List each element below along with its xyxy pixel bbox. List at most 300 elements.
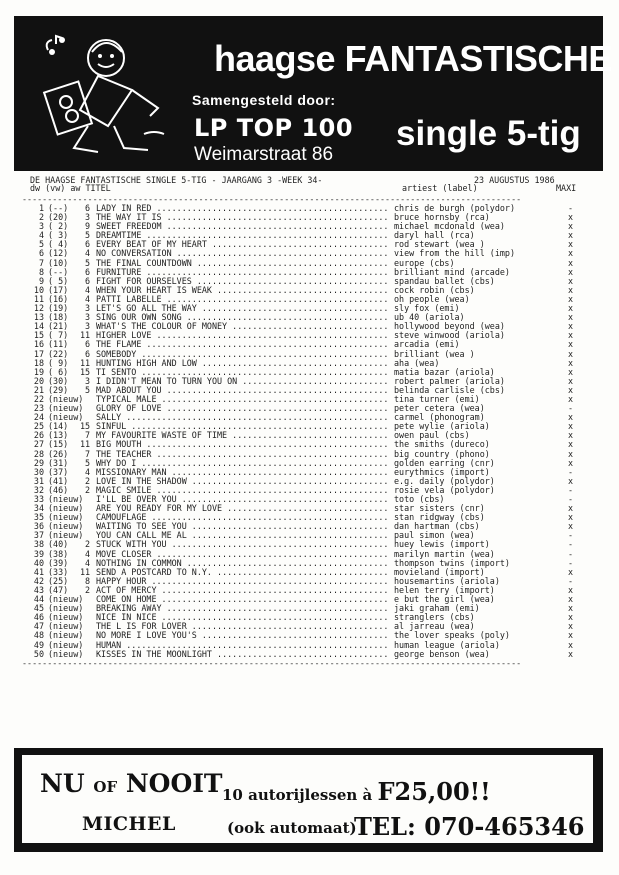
song-title: THE FINAL COUNTDOWN ..... xyxy=(96,259,390,268)
column-header-maxi: MAXI xyxy=(556,183,577,193)
weeks-in-chart: 4 xyxy=(84,548,90,559)
chart-position: 49 xyxy=(33,639,44,650)
chart-position: 10 xyxy=(33,284,44,295)
song-title: ACT OF MERCY ..... xyxy=(96,586,390,595)
previous-position: (nieuw) xyxy=(48,412,84,423)
chart-rows xyxy=(22,204,592,659)
chart-position: 8 xyxy=(38,266,44,277)
maxi-indicator: x xyxy=(568,221,574,232)
previous-position: (nieuw) xyxy=(48,494,84,504)
chart-row xyxy=(22,595,592,604)
previous-position: (30) xyxy=(48,375,69,386)
weeks-in-chart: 6 xyxy=(84,266,90,277)
maxi-indicator: - xyxy=(568,575,574,586)
chart-position: 42 xyxy=(33,575,44,586)
maxi-indicator: x xyxy=(568,321,574,332)
song-title: MAD ABOUT YOU ..... xyxy=(96,386,390,395)
maxi-indicator: x xyxy=(568,512,574,523)
maxi-indicator: x xyxy=(568,430,574,441)
artist-label: movieland (import) xyxy=(394,566,485,577)
chart-position: 41 xyxy=(33,566,44,577)
song-title: ARE YOU READY FOR MY LOVE ..... xyxy=(96,504,390,513)
maxi-indicator: x xyxy=(568,348,574,359)
chart-position: 13 xyxy=(33,312,44,323)
previous-position: (15) xyxy=(48,439,69,450)
artist-label: cock robin (cbs) xyxy=(394,284,475,295)
chart-row xyxy=(22,641,592,650)
song-title: TI SENTO ..... xyxy=(96,368,390,377)
artist-label: marilyn martin (wea) xyxy=(394,548,495,559)
song-title: NOTHING IN COMMON ..... xyxy=(96,559,390,568)
weeks-in-chart: 3 xyxy=(84,375,90,386)
maxi-indicator: x xyxy=(568,412,574,423)
chart-row xyxy=(22,377,592,386)
maxi-indicator: x xyxy=(568,312,574,323)
chart-position: 35 xyxy=(33,512,44,523)
maxi-indicator: x xyxy=(568,421,574,432)
artist-label: belinda carlisle (cbs) xyxy=(394,384,505,395)
chart-row xyxy=(22,268,592,277)
ad-phone: TEL: 070-465346 xyxy=(354,812,585,841)
maxi-indicator: x xyxy=(568,393,574,404)
previous-position: (47) xyxy=(48,584,69,595)
chart-row xyxy=(22,322,592,331)
artist-label: al jarreau (wea) xyxy=(394,621,475,632)
artist-label: pete wylie (ariola) xyxy=(394,421,490,432)
song-title: NO MORE I LOVE YOU'S ..... xyxy=(96,631,390,640)
chart-row xyxy=(22,586,592,595)
chart-row xyxy=(22,249,592,258)
artist-label: housemartins (ariola) xyxy=(394,575,500,586)
chart-row xyxy=(22,413,592,422)
song-title: WHAT'S THE COLOUR OF MONEY ..... xyxy=(96,322,390,331)
previous-position: (41) xyxy=(48,475,69,486)
artist-label: huey lewis (import) xyxy=(394,539,490,550)
artist-label: steve winwood (ariola) xyxy=(394,330,505,341)
maxi-indicator: x xyxy=(568,630,574,641)
artist-label: the lover speaks (poly) xyxy=(394,630,510,641)
maxi-indicator: x xyxy=(568,612,574,623)
maxi-indicator: x xyxy=(568,603,574,614)
chart-position: 14 xyxy=(33,321,44,332)
previous-position: (25) xyxy=(48,575,69,586)
chart-row xyxy=(22,395,592,404)
weeks-in-chart: 7 xyxy=(84,448,90,459)
artist-label: thompson twins (import) xyxy=(394,557,510,568)
maxi-indicator: x xyxy=(568,275,574,286)
song-title: MISSIONARY MAN ..... xyxy=(96,468,390,477)
chart-row xyxy=(22,650,592,659)
previous-position: (31) xyxy=(48,457,69,468)
chart-position: 27 xyxy=(33,439,44,450)
chart-position: 19 xyxy=(33,366,44,377)
song-title: SWEET FREEDOM ..... xyxy=(96,222,390,231)
artist-label: eurythmics (import) xyxy=(394,466,490,477)
song-title: I'LL BE OVER YOU ..... xyxy=(96,495,390,504)
chart-position: 12 xyxy=(33,303,44,314)
previous-position: (nieuw) xyxy=(48,594,84,605)
chart-row xyxy=(22,222,592,231)
artist-label: jaki graham (emi) xyxy=(394,603,480,614)
artist-label: toto (cbs) xyxy=(394,494,445,504)
previous-position: (10) xyxy=(48,257,69,268)
chart-position: 32 xyxy=(33,484,44,495)
artist-label: robert palmer (ariola) xyxy=(394,375,505,386)
weeks-in-chart: 4 xyxy=(84,293,90,304)
maxi-indicator: x xyxy=(568,457,574,468)
shop-name: LP TOP 100 xyxy=(194,114,354,142)
maxi-indicator: x xyxy=(568,384,574,395)
weeks-in-chart: 4 xyxy=(84,466,90,477)
chart-date: 23 AUGUSTUS 1986 xyxy=(474,175,555,185)
chart-position: 46 xyxy=(33,612,44,623)
maxi-indicator: x xyxy=(568,648,574,659)
ad-lessons: 10 autorijlessen à F25,00!! xyxy=(222,777,491,806)
maxi-indicator: x xyxy=(568,439,574,450)
song-title: COME ON HOME ..... xyxy=(96,595,390,604)
chart-list xyxy=(22,176,592,736)
maxi-indicator: - xyxy=(568,403,574,414)
maxi-indicator: x xyxy=(568,566,574,577)
previous-position: (--) xyxy=(48,203,69,213)
maxi-indicator: x xyxy=(568,375,574,386)
previous-position: (40) xyxy=(48,539,69,550)
weeks-in-chart: 8 xyxy=(84,575,90,586)
artist-label: spandau ballet (cbs) xyxy=(394,275,495,286)
previous-position: ( 4) xyxy=(48,239,69,250)
shop-address: Weimarstraat 86 xyxy=(194,144,334,165)
previous-position: ( 2) xyxy=(48,221,69,232)
chart-row xyxy=(22,404,592,413)
chart-row xyxy=(22,468,592,477)
song-title: FURNITURE ..... xyxy=(96,268,390,277)
artist-label: big country (phono) xyxy=(394,448,490,459)
chart-position: 30 xyxy=(33,466,44,477)
chart-row xyxy=(22,368,592,377)
song-title: NO CONVERSATION ..... xyxy=(96,249,390,258)
chart-position: 6 xyxy=(38,248,44,259)
maxi-indicator: x xyxy=(568,266,574,277)
previous-position: (29) xyxy=(48,384,69,395)
chart-row xyxy=(22,350,592,359)
artist-label: peter cetera (wea) xyxy=(394,403,485,414)
previous-position: (17) xyxy=(48,284,69,295)
weeks-in-chart: 7 xyxy=(84,430,90,441)
previous-position: ( 7) xyxy=(48,330,69,341)
previous-position: (nieuw) xyxy=(48,612,84,623)
previous-position: (38) xyxy=(48,548,69,559)
weeks-in-chart: 3 xyxy=(84,312,90,323)
weeks-in-chart: 2 xyxy=(84,539,90,550)
maxi-indicator: x xyxy=(568,521,574,532)
song-title: YOU CAN CALL ME AL ..... xyxy=(96,531,390,540)
artist-label: bruce hornsby (rca) xyxy=(394,212,490,223)
song-title: THE WAY IT IS ..... xyxy=(96,213,390,222)
artist-label: stan ridgway (cbs) xyxy=(394,512,485,523)
chart-position: 7 xyxy=(38,257,44,268)
song-title: HIGHER LOVE ..... xyxy=(96,331,390,340)
artist-label: rod stewart (wea ) xyxy=(394,239,485,250)
chart-position: 28 xyxy=(33,448,44,459)
chart-position: 44 xyxy=(33,594,44,605)
previous-position: (--) xyxy=(48,266,69,277)
chart-heading: DE HAAGSE FANTASTISCHE SINGLE 5-TIG - JAARGANG 3 -WEEK 34- xyxy=(30,175,323,185)
artist-label: e but the girl (wea) xyxy=(394,594,495,605)
chart-row xyxy=(22,277,592,286)
song-title: KISSES IN THE MOONLIGHT ..... xyxy=(96,650,390,659)
song-title: NICE IN NICE ..... xyxy=(96,613,390,622)
maxi-indicator: - xyxy=(568,548,574,559)
song-title: GLORY OF LOVE ..... xyxy=(96,404,390,413)
chart-position: 26 xyxy=(33,430,44,441)
chart-position: 33 xyxy=(33,494,44,504)
previous-position: (19) xyxy=(48,303,69,314)
chart-position: 45 xyxy=(33,603,44,614)
artist-label: aha (wea) xyxy=(394,357,440,368)
chart-position: 21 xyxy=(33,384,44,395)
weeks-in-chart: 11 xyxy=(80,357,91,368)
artist-label: owen paul (cbs) xyxy=(394,430,470,441)
artist-label: hollywood beyond (wea) xyxy=(394,321,505,332)
song-title: WHEN YOUR HEART IS WEAK ..... xyxy=(96,286,390,295)
previous-position: (22) xyxy=(48,348,69,359)
artist-label: tina turner (emi) xyxy=(394,393,480,404)
maxi-indicator: - xyxy=(568,203,574,213)
chart-row xyxy=(22,422,592,431)
maxi-indicator: x xyxy=(568,594,574,605)
artist-label: dan hartman (cbs) xyxy=(394,521,480,532)
weeks-in-chart: 9 xyxy=(84,221,90,232)
song-title: FIGHT FOR OURSELVES ..... xyxy=(96,277,390,286)
chart-row xyxy=(22,486,592,495)
chart-row xyxy=(22,504,592,513)
previous-position: (nieuw) xyxy=(48,648,84,659)
chart-position: 15 xyxy=(33,330,44,341)
chart-position: 3 xyxy=(38,221,44,232)
chart-row xyxy=(22,540,592,549)
weeks-in-chart: 6 xyxy=(84,348,90,359)
song-title: LOVE IN THE SHADOW ..... xyxy=(96,477,390,486)
song-title: THE FLAME ..... xyxy=(96,340,390,349)
artist-label: golden earring (cnr) xyxy=(394,457,495,468)
chart-position: 47 xyxy=(33,621,44,632)
chart-position: 11 xyxy=(33,293,44,304)
artist-label: ub 40 (ariola) xyxy=(394,312,465,323)
song-title: HUNTING HIGH AND LOW ..... xyxy=(96,359,390,368)
chart-position: 24 xyxy=(33,412,44,423)
chart-row xyxy=(22,440,592,449)
artist-label: view from the hill (imp) xyxy=(394,248,516,259)
artist-label: matia bazar (ariola) xyxy=(394,366,495,377)
artist-label: oh people (wea) xyxy=(394,293,470,304)
ad-brand: MICHEL xyxy=(82,813,176,835)
maxi-indicator: - xyxy=(568,530,574,541)
song-title: BIG MOUTH ..... xyxy=(96,440,390,449)
column-header-left: dw (vw) aw TITEL xyxy=(30,183,111,193)
previous-position: (26) xyxy=(48,448,69,459)
maxi-indicator: x xyxy=(568,339,574,350)
maxi-indicator: x xyxy=(568,330,574,341)
chart-position: 22 xyxy=(33,393,44,404)
chart-row xyxy=(22,531,592,540)
maxi-indicator: x xyxy=(568,293,574,304)
song-title: DREAMTIME ..... xyxy=(96,231,390,240)
weeks-in-chart: 4 xyxy=(84,557,90,568)
previous-position: (nieuw) xyxy=(48,512,84,523)
song-title: MY FAVOURITE WASTE OF TIME ..... xyxy=(96,431,390,440)
chart-row xyxy=(22,604,592,613)
weeks-in-chart: 15 xyxy=(80,421,91,432)
previous-position: ( 3) xyxy=(48,230,69,241)
song-title: SING OUR OWN SONG ..... xyxy=(96,313,390,322)
chart-position: 39 xyxy=(33,548,44,559)
song-title: CAMOUFLAGE ..... xyxy=(96,513,390,522)
chart-position: 40 xyxy=(33,557,44,568)
artist-label: george benson (wea) xyxy=(394,648,490,659)
song-title: BREAKING AWAY ..... xyxy=(96,604,390,613)
previous-position: ( 6) xyxy=(48,366,69,377)
weeks-in-chart: 11 xyxy=(80,566,91,577)
previous-position: (33) xyxy=(48,566,69,577)
weeks-in-chart: 6 xyxy=(84,239,90,250)
maxi-indicator: x xyxy=(568,284,574,295)
chart-row xyxy=(22,513,592,522)
weeks-in-chart: 2 xyxy=(84,584,90,595)
artist-label: e.g. daily (polydor) xyxy=(394,475,495,486)
previous-position: (16) xyxy=(48,293,69,304)
song-title: SEND A POSTCARD TO N.Y. ..... xyxy=(96,568,390,577)
song-title: THE TEACHER ..... xyxy=(96,450,390,459)
song-title: LADY IN RED ..... xyxy=(96,204,390,213)
previous-position: (12) xyxy=(48,248,69,259)
song-title: LET'S GO ALL THE WAY ..... xyxy=(96,304,390,313)
divider: --------------------------------------------------------------------------------------------------- xyxy=(22,658,522,668)
chart-position: 18 xyxy=(33,357,44,368)
artist-label: carmel (phonogram) xyxy=(394,412,485,423)
previous-position: ( 9) xyxy=(48,357,69,368)
chart-header xyxy=(22,176,592,195)
chart-position: 50 xyxy=(33,648,44,659)
chart-position: 2 xyxy=(38,212,44,223)
maxi-indicator: - xyxy=(568,484,574,495)
maxi-indicator: x xyxy=(568,503,574,514)
song-title: PATTI LABELLE ..... xyxy=(96,295,390,304)
previous-position: (46) xyxy=(48,484,69,495)
song-title: SOMEBODY ..... xyxy=(96,350,390,359)
weeks-in-chart: 11 xyxy=(80,330,91,341)
previous-position: (37) xyxy=(48,466,69,477)
song-title: TYPICAL MALE ..... xyxy=(96,395,390,404)
maxi-indicator: x xyxy=(568,239,574,250)
chart-row xyxy=(22,213,592,222)
weeks-in-chart: 2 xyxy=(84,475,90,486)
song-title: WAITING TO SEE YOU ..... xyxy=(96,522,390,531)
previous-position: (18) xyxy=(48,312,69,323)
previous-position: (nieuw) xyxy=(48,603,84,614)
weeks-in-chart: 6 xyxy=(84,339,90,350)
chart-position: 23 xyxy=(33,403,44,414)
maxi-indicator: x xyxy=(568,357,574,368)
chart-position: 16 xyxy=(33,339,44,350)
chart-position: 31 xyxy=(33,475,44,486)
chart-position: 25 xyxy=(33,421,44,432)
artist-label: sly fox (emi) xyxy=(394,303,460,314)
song-title: THE L IS FOR LOVER ..... xyxy=(96,622,390,631)
maxi-indicator: x xyxy=(568,475,574,486)
chart-row xyxy=(22,331,592,340)
artist-label: helen terry (import) xyxy=(394,584,495,595)
weeks-in-chart: 4 xyxy=(84,284,90,295)
weeks-in-chart: 2 xyxy=(84,484,90,495)
maxi-indicator: x xyxy=(568,248,574,259)
artist-label: rosie vela (polydor) xyxy=(394,484,495,495)
weeks-in-chart: 15 xyxy=(80,366,91,377)
chart-row xyxy=(22,431,592,440)
artist-label: michael mcdonald (wea) xyxy=(394,221,505,232)
chart-row xyxy=(22,559,592,568)
weeks-in-chart: 6 xyxy=(84,203,90,213)
maxi-indicator: - xyxy=(568,494,574,504)
chart-name: single 5-tig xyxy=(396,114,581,153)
chart-row xyxy=(22,577,592,586)
chart-position: 5 xyxy=(38,239,44,250)
artist-label: daryl hall (rca) xyxy=(394,230,475,241)
previous-position: (20) xyxy=(48,212,69,223)
chart-row xyxy=(22,459,592,468)
song-title: WHY DO I ..... xyxy=(96,459,390,468)
song-title: STUCK WITH YOU ..... xyxy=(96,540,390,549)
maxi-indicator: x xyxy=(568,366,574,377)
chart-position: 48 xyxy=(33,630,44,641)
chart-row xyxy=(22,359,592,368)
chart-position: 9 xyxy=(38,275,44,286)
song-title: SALLY ..... xyxy=(96,413,390,422)
weeks-in-chart: 3 xyxy=(84,303,90,314)
song-title: MAGIC SMILE ..... xyxy=(96,486,390,495)
chart-row xyxy=(22,304,592,313)
weeks-in-chart: 5 xyxy=(84,257,90,268)
song-title: HUMAN ..... xyxy=(96,641,390,650)
chart-row xyxy=(22,613,592,622)
weeks-in-chart: 4 xyxy=(84,248,90,259)
artist-label: star sisters (cnr) xyxy=(394,503,485,514)
maxi-indicator: x xyxy=(568,230,574,241)
artist-label: stranglers (cbs) xyxy=(394,612,475,623)
chart-row xyxy=(22,631,592,640)
maxi-indicator: - xyxy=(568,539,574,550)
artist-label: europe (cbs) xyxy=(394,257,455,268)
maxi-indicator: x xyxy=(568,212,574,223)
maxi-indicator: x xyxy=(568,584,574,595)
previous-position: (nieuw) xyxy=(48,530,84,541)
weeks-in-chart: 5 xyxy=(84,384,90,395)
compiled-by-label: Samengesteld door: xyxy=(192,92,336,108)
ad-automaat: (ook automaat) xyxy=(227,819,357,837)
maxi-indicator: x xyxy=(568,303,574,314)
artist-label: arcadia (emi) xyxy=(394,339,460,350)
maxi-indicator: - xyxy=(568,466,574,477)
chart-row xyxy=(22,477,592,486)
chart-position: 20 xyxy=(33,375,44,386)
chart-row xyxy=(22,450,592,459)
maxi-indicator: x xyxy=(568,448,574,459)
artist-label: brilliant mind (arcade) xyxy=(394,266,510,277)
maxi-indicator: x xyxy=(568,621,574,632)
previous-position: (nieuw) xyxy=(48,621,84,632)
weeks-in-chart: 5 xyxy=(84,457,90,468)
chart-row xyxy=(22,313,592,322)
previous-position: (nieuw) xyxy=(48,403,84,414)
